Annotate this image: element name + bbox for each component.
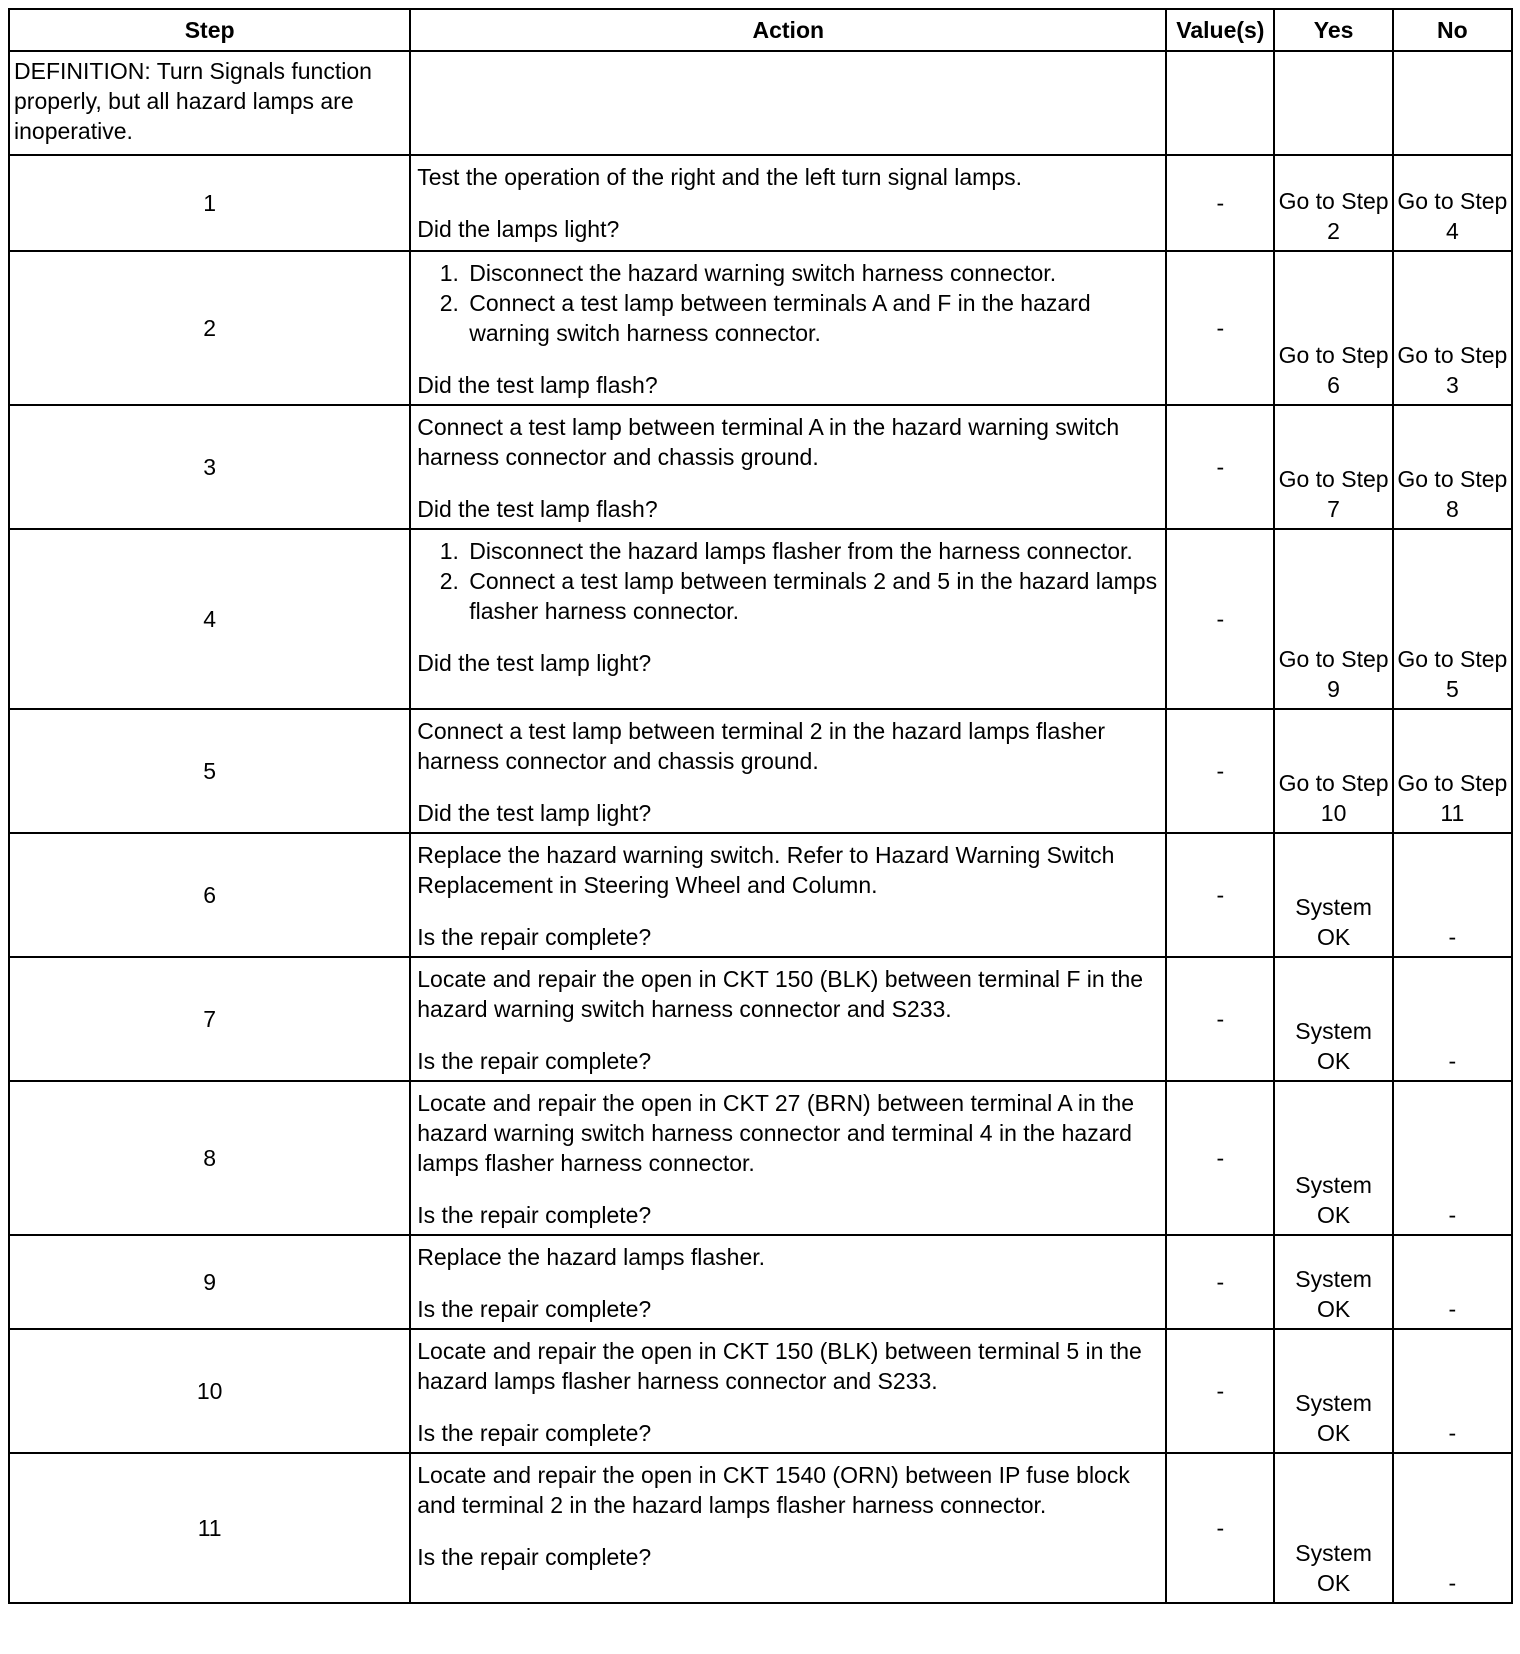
table-row — [9, 957, 1512, 1081]
table-row — [9, 1453, 1512, 1603]
step-number: 11 — [9, 1453, 410, 1603]
action-list-item: 1. Disconnect the hazard lamps flasher from the harness connector. — [465, 536, 1159, 566]
action-question: Did the test lamp flash? — [417, 372, 658, 398]
definition-row — [9, 51, 1512, 155]
action-question: Is the repair complete? — [417, 1048, 652, 1074]
value-cell: - — [1166, 405, 1274, 529]
no-cell: Go to Step 4 — [1393, 155, 1512, 251]
definition-empty-cell — [1274, 51, 1392, 155]
yes-cell: System OK — [1274, 833, 1392, 957]
diagnostic-table — [8, 8, 1513, 1604]
value-cell: - — [1166, 709, 1274, 833]
action-question: Is the repair complete? — [417, 1296, 652, 1322]
yes-cell: Go to Step 6 — [1274, 251, 1392, 405]
action-list-item: 2. Connect a test lamp between terminals A and F in the hazard warning switch harness connector. — [465, 288, 1159, 348]
definition-text: DEFINITION: Turn Signals function properly, but all hazard lamps are inoperative. — [9, 51, 410, 155]
diagnostic-table-container — [8, 8, 1513, 1604]
action-instructions — [417, 258, 1159, 348]
header-no: No — [1393, 9, 1512, 51]
value-cell: - — [1166, 529, 1274, 709]
definition-empty-cell — [410, 51, 1166, 155]
no-cell: Go to Step 11 — [1393, 709, 1512, 833]
step-number: 5 — [9, 709, 410, 833]
yes-cell: System OK — [1274, 1329, 1392, 1453]
action-question: Is the repair complete? — [417, 924, 652, 950]
action-question: Did the test lamp light? — [417, 800, 652, 826]
header-row — [9, 9, 1512, 51]
action-text: Connect a test lamp between terminal 2 in the hazard lamps flasher harness connector and chassis ground. — [417, 718, 1106, 774]
action-instructions — [417, 412, 1159, 472]
no-cell: - — [1393, 833, 1512, 957]
action-text: Locate and repair the open in CKT 150 (BLK) between terminal F in the hazard warning switch harness connector and S233. — [417, 966, 1144, 1022]
action-text: Locate and repair the open in CKT 27 (BRN) between terminal A in the hazard warning switch harness connector and terminal 4 in the hazard lamps flasher harness connector. — [417, 1090, 1135, 1176]
no-cell: - — [1393, 1235, 1512, 1329]
action-cell — [410, 1453, 1166, 1603]
action-cell — [410, 709, 1166, 833]
step-number: 3 — [9, 405, 410, 529]
value-cell: - — [1166, 833, 1274, 957]
yes-cell: Go to Step 7 — [1274, 405, 1392, 529]
value-cell: - — [1166, 1081, 1274, 1235]
value-cell: - — [1166, 155, 1274, 251]
definition-empty-cell — [1393, 51, 1512, 155]
no-cell: - — [1393, 1081, 1512, 1235]
table-row — [9, 155, 1512, 251]
action-cell — [410, 1329, 1166, 1453]
action-cell — [410, 957, 1166, 1081]
action-text: Test the operation of the right and the left turn signal lamps. — [417, 164, 1023, 190]
action-instructions — [417, 964, 1159, 1024]
value-cell: - — [1166, 1235, 1274, 1329]
value-cell: - — [1166, 1453, 1274, 1603]
action-instructions — [417, 1460, 1159, 1520]
action-cell — [410, 405, 1166, 529]
no-cell: Go to Step 3 — [1393, 251, 1512, 405]
no-cell: - — [1393, 1453, 1512, 1603]
action-instructions — [417, 536, 1159, 626]
no-cell: Go to Step 5 — [1393, 529, 1512, 709]
action-question: Did the test lamp light? — [417, 650, 652, 676]
action-list-item: 2. Connect a test lamp between terminals 2 and 5 in the hazard lamps flasher harness connector. — [465, 566, 1159, 626]
action-cell — [410, 155, 1166, 251]
table-row — [9, 405, 1512, 529]
yes-cell: System OK — [1274, 1235, 1392, 1329]
step-number: 7 — [9, 957, 410, 1081]
action-question: Did the lamps light? — [417, 216, 620, 242]
no-cell: - — [1393, 1329, 1512, 1453]
table-row — [9, 251, 1512, 405]
value-cell: - — [1166, 957, 1274, 1081]
action-instructions — [417, 716, 1159, 776]
table-row — [9, 709, 1512, 833]
action-question: Did the test lamp flash? — [417, 496, 658, 522]
action-instructions — [417, 1242, 1159, 1272]
action-text: Replace the hazard lamps flasher. — [417, 1244, 766, 1270]
action-cell — [410, 251, 1166, 405]
table-row — [9, 529, 1512, 709]
header-action: Action — [410, 9, 1166, 51]
table-row — [9, 1081, 1512, 1235]
action-instructions — [417, 840, 1159, 900]
no-cell: Go to Step 8 — [1393, 405, 1512, 529]
yes-cell: System OK — [1274, 1453, 1392, 1603]
table-row — [9, 833, 1512, 957]
action-question: Is the repair complete? — [417, 1202, 652, 1228]
definition-empty-cell — [1166, 51, 1274, 155]
action-instructions — [417, 162, 1159, 192]
action-cell — [410, 1235, 1166, 1329]
table-row — [9, 1329, 1512, 1453]
table-row — [9, 1235, 1512, 1329]
action-list-item: 1. Disconnect the hazard warning switch harness connector. — [465, 258, 1159, 288]
yes-cell: Go to Step 9 — [1274, 529, 1392, 709]
yes-cell: Go to Step 2 — [1274, 155, 1392, 251]
step-number: 2 — [9, 251, 410, 405]
header-step: Step — [9, 9, 410, 51]
header-yes: Yes — [1274, 9, 1392, 51]
action-question: Is the repair complete? — [417, 1544, 652, 1570]
header-value: Value(s) — [1166, 9, 1274, 51]
yes-cell: Go to Step 10 — [1274, 709, 1392, 833]
step-number: 1 — [9, 155, 410, 251]
step-number: 4 — [9, 529, 410, 709]
action-list — [417, 258, 1159, 348]
action-question: Is the repair complete? — [417, 1420, 652, 1446]
action-text: Locate and repair the open in CKT 150 (BLK) between terminal 5 in the hazard lamps flasher harness connector and S233. — [417, 1338, 1142, 1394]
action-instructions — [417, 1336, 1159, 1396]
action-text: Replace the hazard warning switch. Refer to Hazard Warning Switch Replacement in Steering Wheel and Column. — [417, 842, 1115, 898]
action-instructions — [417, 1088, 1159, 1178]
action-text: Locate and repair the open in CKT 1540 (ORN) between IP fuse block and terminal 2 in the hazard lamps flasher harness connector. — [417, 1462, 1130, 1518]
action-cell — [410, 529, 1166, 709]
action-cell — [410, 1081, 1166, 1235]
step-number: 10 — [9, 1329, 410, 1453]
step-number: 9 — [9, 1235, 410, 1329]
action-list — [417, 536, 1159, 626]
no-cell: - — [1393, 957, 1512, 1081]
step-number: 6 — [9, 833, 410, 957]
step-number: 8 — [9, 1081, 410, 1235]
yes-cell: System OK — [1274, 1081, 1392, 1235]
yes-cell: System OK — [1274, 957, 1392, 1081]
value-cell: - — [1166, 1329, 1274, 1453]
action-text: Connect a test lamp between terminal A in the hazard warning switch harness connector and chassis ground. — [417, 414, 1120, 470]
action-cell — [410, 833, 1166, 957]
value-cell: - — [1166, 251, 1274, 405]
